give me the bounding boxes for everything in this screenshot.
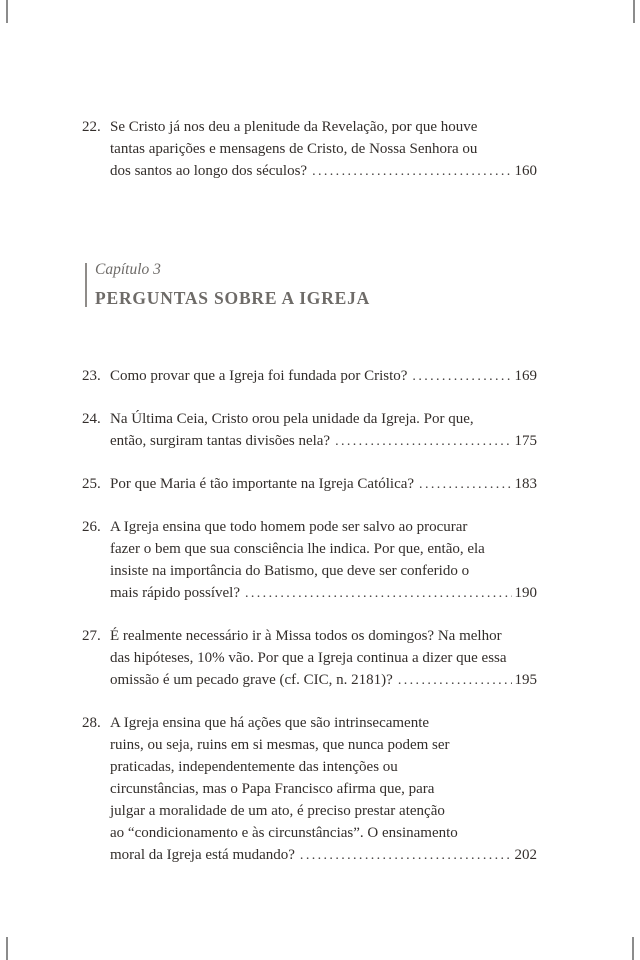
toc-entry-line: Por que Maria é tão importante na Igreja Católica? bbox=[110, 476, 415, 492]
crop-mark-bottom-right bbox=[632, 937, 634, 960]
toc-entry-page-number: 202 bbox=[514, 847, 537, 863]
toc-entry-last-line bbox=[110, 365, 537, 388]
toc-entry-page-number: 195 bbox=[514, 672, 537, 688]
dot-leader bbox=[419, 473, 511, 496]
crop-mark-bottom-left bbox=[6, 937, 8, 960]
toc-entry-line: praticadas, independentemente das intenções ou bbox=[110, 759, 398, 775]
toc-entry-number: 27. bbox=[82, 628, 101, 644]
chapter-accent-bar bbox=[85, 263, 87, 307]
toc-entry-line: A Igreja ensina que todo homem pode ser salvo ao procurar bbox=[110, 519, 468, 535]
dot-leader bbox=[245, 582, 512, 605]
toc-entry-number: 22. bbox=[82, 119, 101, 135]
toc-entry-last-line bbox=[110, 669, 537, 692]
toc-entry-page-number: 169 bbox=[514, 368, 537, 384]
toc-entry-line: dos santos ao longo dos séculos? bbox=[110, 163, 308, 179]
toc-entry-line: É realmente necessário ir à Missa todos os domingos? Na melhor bbox=[110, 628, 502, 644]
toc-entry-line: mais rápido possível? bbox=[110, 585, 240, 601]
toc-entry-text bbox=[110, 473, 537, 496]
toc-entry bbox=[82, 712, 537, 867]
toc-entry-line: julgar a moralidade de um ato, é preciso prestar atenção bbox=[110, 803, 445, 819]
crop-mark-top-left bbox=[6, 0, 8, 23]
toc-entry-last-line bbox=[110, 582, 537, 605]
dot-leader bbox=[300, 844, 512, 867]
toc-entry bbox=[82, 116, 537, 183]
toc-entry-last-line bbox=[110, 473, 537, 496]
toc-entry-line: circunstâncias, mas o Papa Francisco afirma que, para bbox=[110, 781, 435, 797]
toc-entry-text bbox=[110, 712, 537, 867]
toc-entry-text bbox=[110, 625, 537, 692]
dot-leader bbox=[412, 365, 511, 388]
crop-mark-top-right bbox=[633, 0, 635, 23]
toc-entry-line: Se Cristo já nos deu a plenitude da Revelação, por que houve bbox=[110, 119, 478, 135]
chapter-label: Capítulo 3 bbox=[95, 261, 161, 278]
toc-entry-last-line bbox=[110, 160, 537, 183]
toc-entry-page-number: 190 bbox=[514, 585, 537, 601]
toc-entry-page-number: 160 bbox=[514, 163, 537, 179]
dot-leader bbox=[398, 669, 512, 692]
chapter-heading bbox=[82, 260, 537, 310]
toc-section-before-chapter bbox=[82, 116, 537, 183]
toc-entry-number: 28. bbox=[82, 715, 101, 731]
toc-content bbox=[82, 116, 537, 867]
toc-entry-page-number: 175 bbox=[514, 433, 537, 449]
toc-entry-line: moral da Igreja está mudando? bbox=[110, 847, 295, 863]
toc-entry-line: ruins, ou seja, ruins em si mesmas, que nunca podem ser bbox=[110, 737, 450, 753]
toc-entry-number: 24. bbox=[82, 411, 101, 427]
toc-entry bbox=[82, 473, 537, 496]
toc-entry-line: tantas aparições e mensagens de Cristo, de Nossa Senhora ou bbox=[110, 141, 478, 157]
toc-entry-line: então, surgiram tantas divisões nela? bbox=[110, 433, 331, 449]
chapter-title: PERGUNTAS SOBRE A IGREJA bbox=[95, 288, 371, 308]
toc-entry-number: 25. bbox=[82, 476, 101, 492]
toc-entry-line: omissão é um pecado grave (cf. CIC, n. 2181)? bbox=[110, 672, 393, 688]
toc-entry bbox=[82, 516, 537, 605]
toc-entry-number: 23. bbox=[82, 368, 101, 384]
toc-entry-line: A Igreja ensina que há ações que são intrinsecamente bbox=[110, 715, 430, 731]
toc-entry bbox=[82, 365, 537, 388]
toc-entry bbox=[82, 408, 537, 453]
toc-entry-line: fazer o bem que sua consciência lhe indica. Por que, então, ela bbox=[110, 541, 485, 557]
dot-leader bbox=[312, 160, 511, 183]
toc-section-after-chapter bbox=[82, 365, 537, 867]
toc-entry-text bbox=[110, 516, 537, 605]
toc-entry-last-line bbox=[110, 844, 537, 867]
toc-entry-last-line bbox=[110, 430, 537, 453]
toc-entry-text bbox=[110, 408, 537, 453]
dot-leader bbox=[335, 430, 511, 453]
toc-entry-text bbox=[110, 116, 537, 183]
toc-entry-line: insiste na importância do Batismo, que deve ser conferido o bbox=[110, 563, 470, 579]
toc-entry-number: 26. bbox=[82, 519, 101, 535]
toc-entry-text bbox=[110, 365, 537, 388]
toc-entry-line: Como provar que a Igreja foi fundada por Cristo? bbox=[110, 368, 408, 384]
toc-entry-line: das hipóteses, 10% vão. Por que a Igreja continua a dizer que essa bbox=[110, 650, 507, 666]
toc-entry-line: ao “condicionamento e às circunstâncias”. O ensinamento bbox=[110, 825, 458, 841]
toc-entry bbox=[82, 625, 537, 692]
toc-entry-page-number: 183 bbox=[514, 476, 537, 492]
toc-entry-line: Na Última Ceia, Cristo orou pela unidade da Igreja. Por que, bbox=[110, 411, 474, 427]
